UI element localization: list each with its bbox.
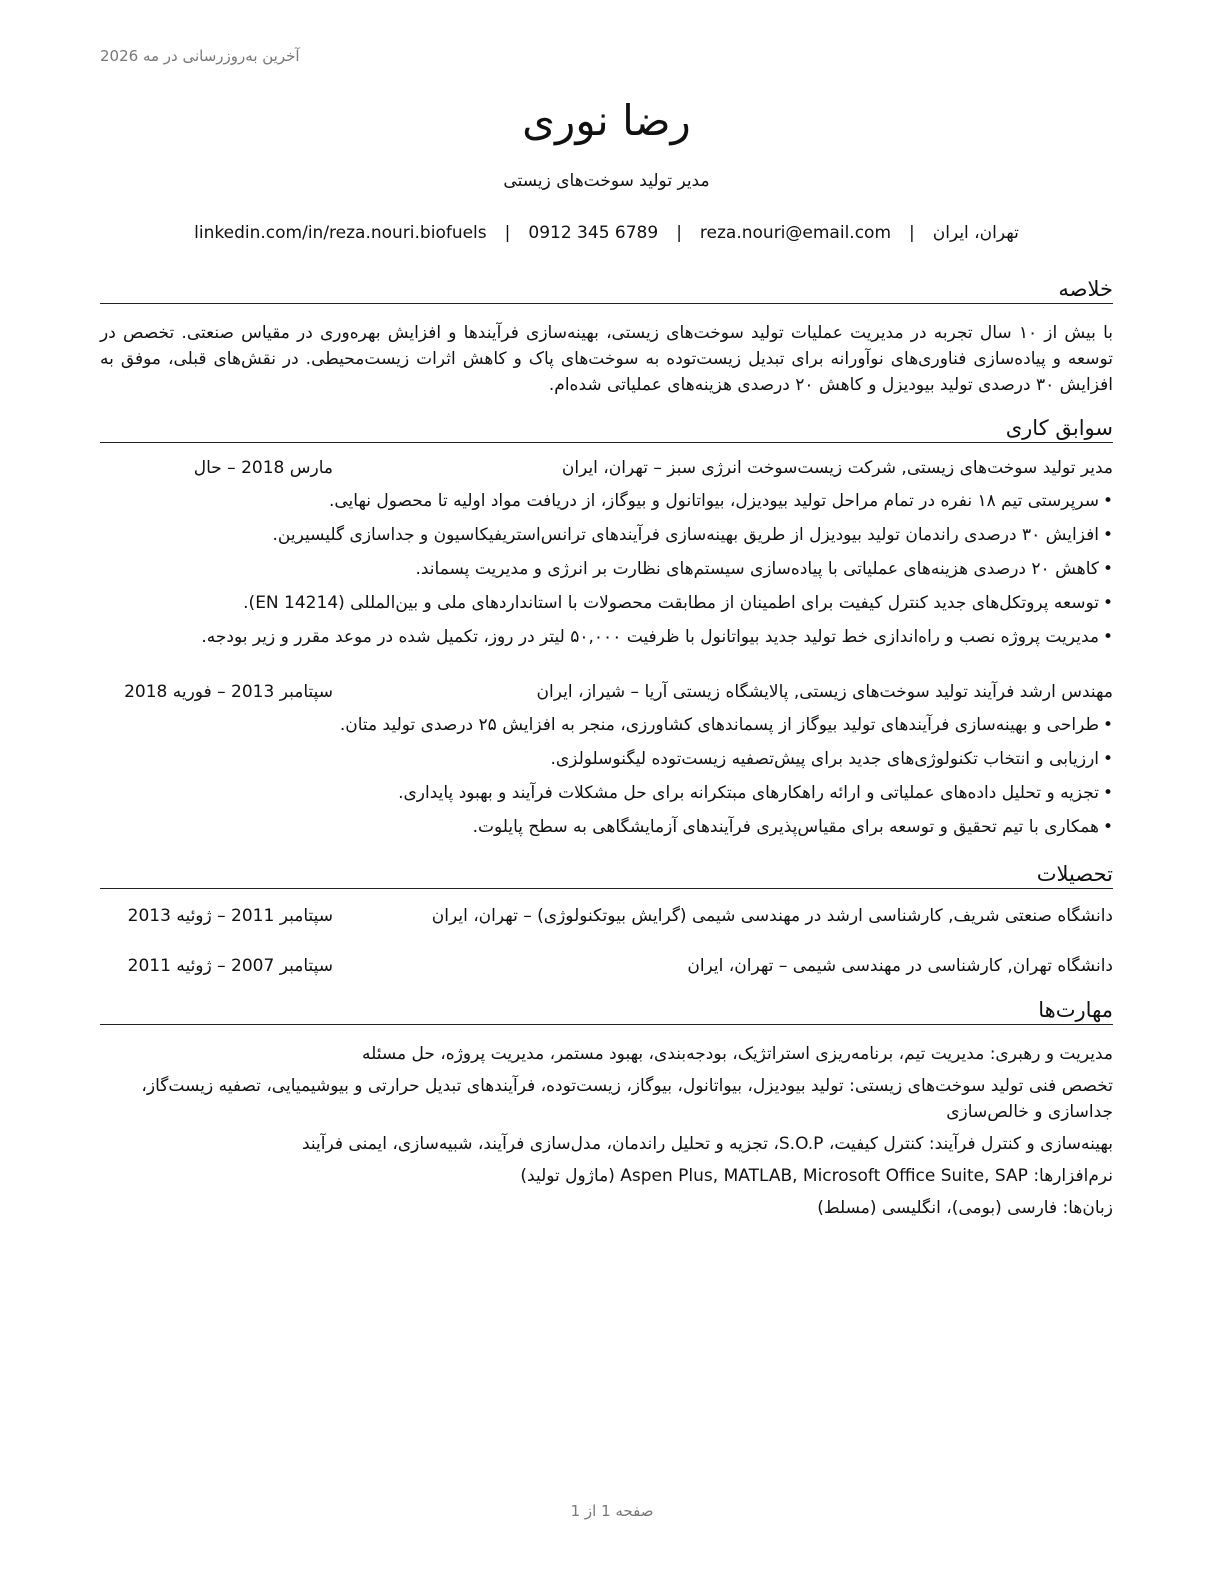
skill-line: مدیریت و رهبری: مدیریت تیم، برنامه‌ریزی استراتژیک، بودجه‌بندی، بهبود مستمر، مدیریت پروژه، حل مسئله — [361, 1044, 1113, 1064]
skill-line: بهینه‌سازی و کنترل فرآیند: کنترل کیفیت، S.O.P، تجزیه و تحلیل راندمان، مدل‌سازی فرآیند، شبیه‌سازی، ایمنی فرآیند — [301, 1134, 1113, 1154]
contact-location: تهران، ایران — [932, 223, 1019, 243]
contact-separator: | — [909, 223, 915, 243]
contact-linkedin[interactable]: linkedin.com/in/reza.nouri.biofuels — [194, 223, 487, 243]
skills-list — [100, 1041, 1113, 1227]
education-date: سپتامبر 2007 – ژوئیه 2011 — [127, 956, 333, 976]
job-bullets — [100, 488, 1113, 658]
education-degree: دانشگاه صنعتی شریف, کارشناسی ارشد در مهندسی شیمی (گرایش بیوتکنولوژی) – تهران، ایران — [431, 906, 1113, 926]
job-header — [100, 458, 1113, 484]
section-heading-education: تحصیلات — [100, 862, 1113, 889]
education-item — [100, 906, 1113, 932]
job-bullet: • ارزیابی و انتخاب تکنولوژی‌های جدید برای پیش‌تصفیه زیست‌توده لیگنوسلولزی. — [100, 746, 1113, 780]
skill-line: نرم‌افزارها: Aspen Plus, MATLAB, Microsoft Office Suite, SAP (ماژول تولید) — [520, 1166, 1113, 1186]
summary-text: با بیش از ۱۰ سال تجربه در مدیریت عملیات تولید سوخت‌های زیستی، بهینه‌سازی فرآیندها و افزایش بهره‌وری در مقیاس صنعتی. تخصص در توسعه و پیاده‌سازی فناوری‌های نوآورانه برای تبدیل زیست‌توده به سوخت‌های پاک و کاهش اثرات زیست‌محیطی. در نقش‌های قبلی، موفق به افزایش ۳۰ درصدی تولید بیودیزل و کاهش ۲۰ درصدی هزینه‌های عملیاتی شده‌ام. — [100, 323, 1114, 395]
candidate-name: رضا نوری — [522, 96, 691, 145]
contact-separator: | — [504, 223, 511, 243]
section-heading-summary: خلاصه — [100, 277, 1113, 304]
section-heading-skills: مهارت‌ها — [100, 998, 1113, 1025]
job-bullet: • تجزیه و تحلیل داده‌های عملیاتی و ارائه راهکارهای مبتکرانه برای حل مشکلات فرآیند و بهبود پایداری. — [100, 780, 1113, 814]
education-degree: دانشگاه تهران, کارشناسی در مهندسی شیمی – تهران، ایران — [687, 956, 1113, 976]
skill-line: زبان‌ها: فارسی (بومی)، انگلیسی (مسلط) — [817, 1198, 1113, 1218]
job-role: مهندس ارشد فرآیند تولید سوخت‌های زیستی, پالایشگاه زیستی آریا – شیراز، ایران — [536, 682, 1113, 702]
contact-line — [100, 223, 1113, 243]
job-bullet: • سرپرستی تیم ۱۸ نفره در تمام مراحل تولید بیودیزل، بیواتانول و بیوگاز، از دریافت مواد اولیه تا محصول نهایی. — [100, 488, 1113, 522]
job-date: سپتامبر 2013 – فوریه 2018 — [124, 682, 333, 702]
skill-line: تخصص فنی تولید سوخت‌های زیستی: تولید بیودیزل، بیواتانول، بیوگاز، زیست‌توده، فرآیندهای تبدیل حرارتی و بیوشیمیایی، تصفیه زیست‌گاز، جداسازی و خالص‌سازی — [141, 1076, 1113, 1122]
last-updated: آخرین به‌روزرسانی در مه 2026 — [100, 47, 300, 65]
job-bullet: • افزایش ۳۰ درصدی راندمان تولید بیودیزل از طریق بهینه‌سازی فرآیندهای ترانس‌استریفیکاسیون و جداسازی گلیسیرین. — [100, 522, 1113, 556]
contact-separator: | — [676, 223, 682, 243]
job-role: مدیر تولید سوخت‌های زیستی, شرکت زیست‌سوخت انرژی سبز – تهران، ایران — [561, 458, 1113, 478]
job-bullet: • مدیریت پروژه نصب و راه‌اندازی خط تولید جدید بیواتانول با ظرفیت ۵۰,۰۰۰ لیتر در روز، تکمیل شده در موعد مقرر و زیر بودجه. — [100, 624, 1113, 658]
education-item — [100, 956, 1113, 982]
job-date: مارس 2018 – حال — [193, 458, 333, 478]
job-bullet: • طراحی و بهینه‌سازی فرآیندهای تولید بیوگاز از پسماندهای کشاورزی، منجر به افزایش ۲۵ درصدی تولید متان. — [100, 712, 1113, 746]
candidate-title: مدیر تولید سوخت‌های زیستی — [503, 171, 710, 191]
resume-page — [100, 0, 1113, 1584]
job-header — [100, 682, 1113, 708]
section-heading-experience: سوابق کاری — [100, 416, 1113, 443]
contact-phone[interactable]: 0912 345 6789 — [528, 223, 659, 243]
job-bullet: • همکاری با تیم تحقیق و توسعه برای مقیاس‌پذیری فرآیندهای آزمایشگاهی به سطح پایلوت. — [100, 814, 1113, 848]
education-date: سپتامبر 2011 – ژوئیه 2013 — [127, 906, 333, 926]
job-bullet: • توسعه پروتکل‌های جدید کنترل کیفیت برای اطمینان از مطابقت محصولات با استانداردهای ملی و بین‌المللی (EN 14214). — [100, 590, 1113, 624]
page-number: صفحه 1 از 1 — [570, 1502, 654, 1520]
job-bullet: • کاهش ۲۰ درصدی هزینه‌های عملیاتی با پیاده‌سازی سیستم‌های نظارت بر انرژی و مدیریت پسماند. — [100, 556, 1113, 590]
contact-email[interactable]: reza.nouri@email.com — [699, 223, 891, 243]
job-bullets — [100, 712, 1113, 848]
